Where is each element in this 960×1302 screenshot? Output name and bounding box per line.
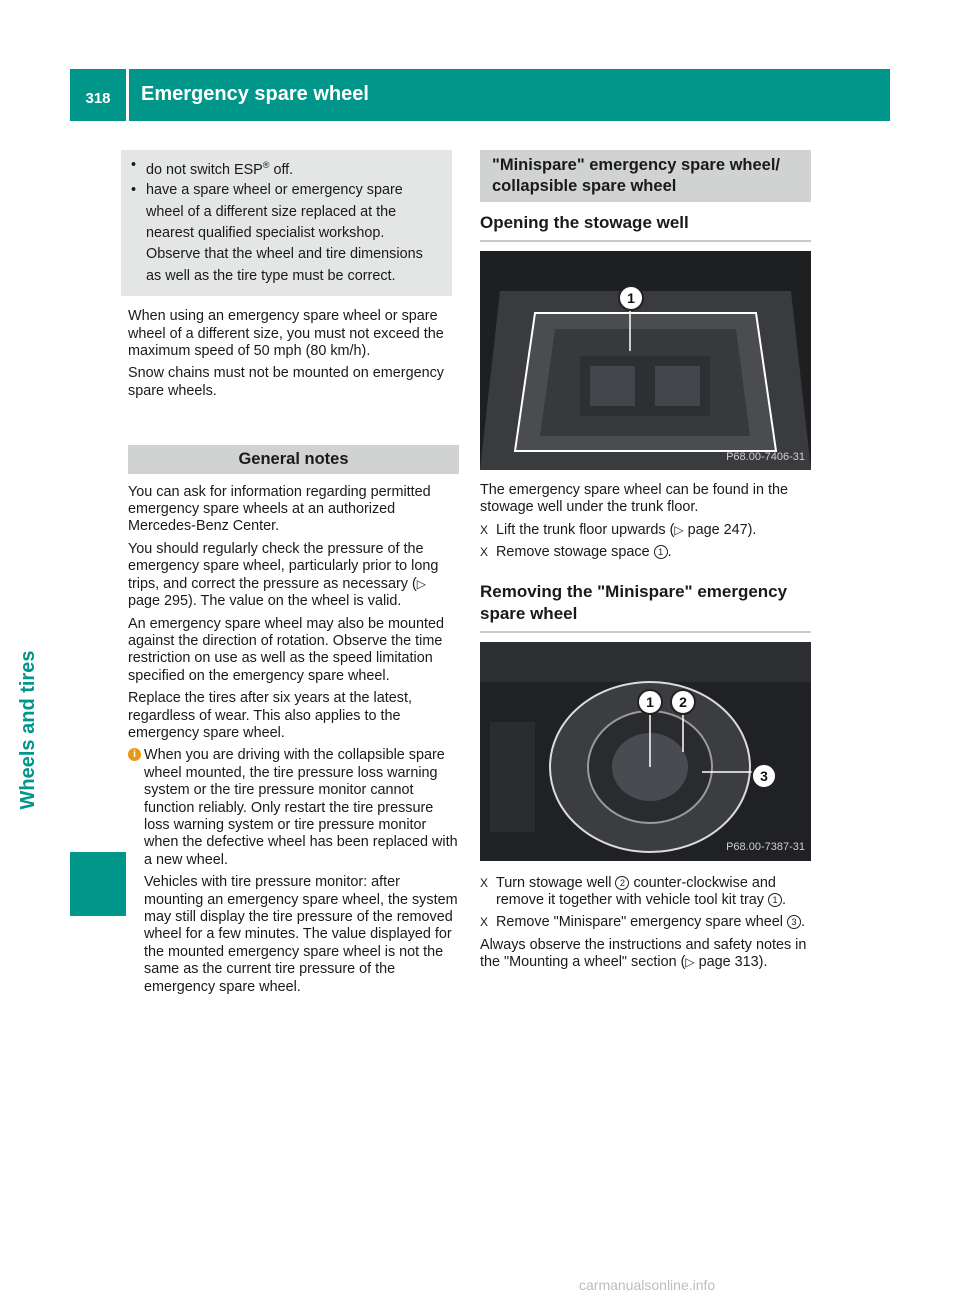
general-notes-para-4: Replace the tires after six years at the latest, regardless of wear. This also applies to the emergency spare wheel. [128, 690, 412, 741]
callout-1: 1 [618, 285, 644, 311]
page-ref-arrow: ▷ [416, 576, 426, 591]
callout-ref-3: 3 [787, 915, 801, 929]
chapter-side-tab [70, 121, 126, 916]
spare-wheel-illustration [480, 642, 811, 861]
right-column [480, 150, 811, 977]
safety-notes-paragraph: Always observe the instructions and safety notes in the "Mounting a wheel" section (▷ page 313). [480, 936, 807, 971]
minispare-section-heading: "Minispare" emergency spare wheel/ collapsible spare wheel [480, 150, 811, 202]
figure-reference: P68.00-7406-31 [726, 450, 805, 463]
watermark: carmanualsonline.info [579, 1277, 716, 1293]
opening-stowage-heading: Opening the stowage well [480, 212, 811, 242]
page-ref-link[interactable]: page 247 [687, 521, 748, 538]
speed-limit-paragraph: When using an emergency spare wheel or spare wheel of a different size, you must not exceed the maximum speed of 50 mph (80 km/h). [128, 308, 444, 360]
header-divider [126, 69, 129, 121]
info-icon: i [128, 748, 141, 761]
step-remove-spare-wheel: X Remove "Minispare" emergency spare wheel 3 . [480, 914, 805, 931]
general-notes-heading: General notes [128, 445, 459, 473]
callout-ref-1: 1 [768, 893, 782, 907]
bullet-item: • do not switch ESP® off. [128, 157, 445, 179]
snow-chains-paragraph: Snow chains must not be mounted on emergency spare wheels. [128, 365, 444, 399]
step-arrow-icon: X [480, 915, 489, 930]
page-ref-link[interactable]: page 313 [698, 954, 759, 971]
page-number: 318 [85, 90, 111, 107]
callout-3: 3 [751, 763, 777, 789]
page-title: Emergency spare wheel [141, 83, 369, 105]
page-ref-arrow: ▷ [685, 955, 695, 970]
page-ref-link[interactable]: page 295 [128, 593, 189, 610]
left-column [128, 150, 459, 1001]
general-notes-para-3: An emergency spare wheel may also be mounted against the direction of rotation. Observe the time restriction on use as well as the speed limitation specified on the emergency spare wheel. [128, 615, 444, 684]
general-notes-para-2: You should regularly check the pressure of the emergency spare wheel, particularly prior to long trips, and correct the pressure as necessary (▷ page 295). The value on the wheel is valid. [128, 540, 439, 610]
step-remove-stowage: X Remove stowage space 1 . [480, 544, 672, 561]
step-arrow-icon: X [480, 545, 489, 560]
trunk-stowage-photo [480, 251, 811, 470]
step-lift-floor: X Lift the trunk floor upwards (▷ page 247). [480, 521, 757, 538]
info-note-para-1: When you are driving with the collapsible spare wheel mounted, the tire pressure loss warning system or the tire pressure monitor cannot function reliably. Only restart the tire pressure loss warning system or tire pressure monitor when the defective wheel has been replaced with a new wheel. [144, 747, 458, 868]
callout-1: 1 [637, 689, 663, 715]
page-ref-arrow: ▷ [674, 522, 684, 537]
info-note-para-2: Vehicles with tire pressure monitor: after mounting an emergency spare wheel, the system may still display the tire pressure of the removed wheel for a few minutes. The value displayed for the mounted emergency spare wheel is not the same as the current tire pressure of the emergency spare wheel. [144, 874, 458, 995]
general-notes-para-1: You can ask for information regarding permitted emergency spare wheels at an authorized Mercedes-Benz Center. [128, 483, 431, 535]
step-arrow-icon: X [480, 522, 489, 537]
step-turn-stowage-well: X Turn stowage well 2 counter-clockwise and remove it together with vehicle tool kit tray 1 . [480, 874, 786, 909]
spare-wheel-photo [480, 642, 811, 861]
callout-2: 2 [670, 689, 696, 715]
info-note [128, 747, 459, 996]
stowage-location-paragraph: The emergency spare wheel can be found in the stowage well under the trunk floor. [480, 482, 788, 516]
bullet-item: • have a spare wheel or emergency spare wheel of a different size replaced at the nearest qualified specialist workshop. Observe that the wheel and tire dimensions as well as the tire type must be correct. [128, 182, 445, 285]
callout-ref-1: 1 [654, 545, 668, 559]
step-arrow-icon: X [480, 875, 489, 890]
figure-reference: P68.00-7387-31 [726, 841, 805, 854]
chapter-label: Wheels and tires [17, 650, 39, 810]
removing-minispare-heading: Removing the "Minispare" emergency spare wheel [480, 581, 811, 633]
callout-ref-2: 2 [615, 876, 629, 890]
warning-bullet-box [121, 150, 452, 296]
chapter-tab-marker [70, 852, 126, 916]
trunk-illustration [480, 251, 811, 470]
